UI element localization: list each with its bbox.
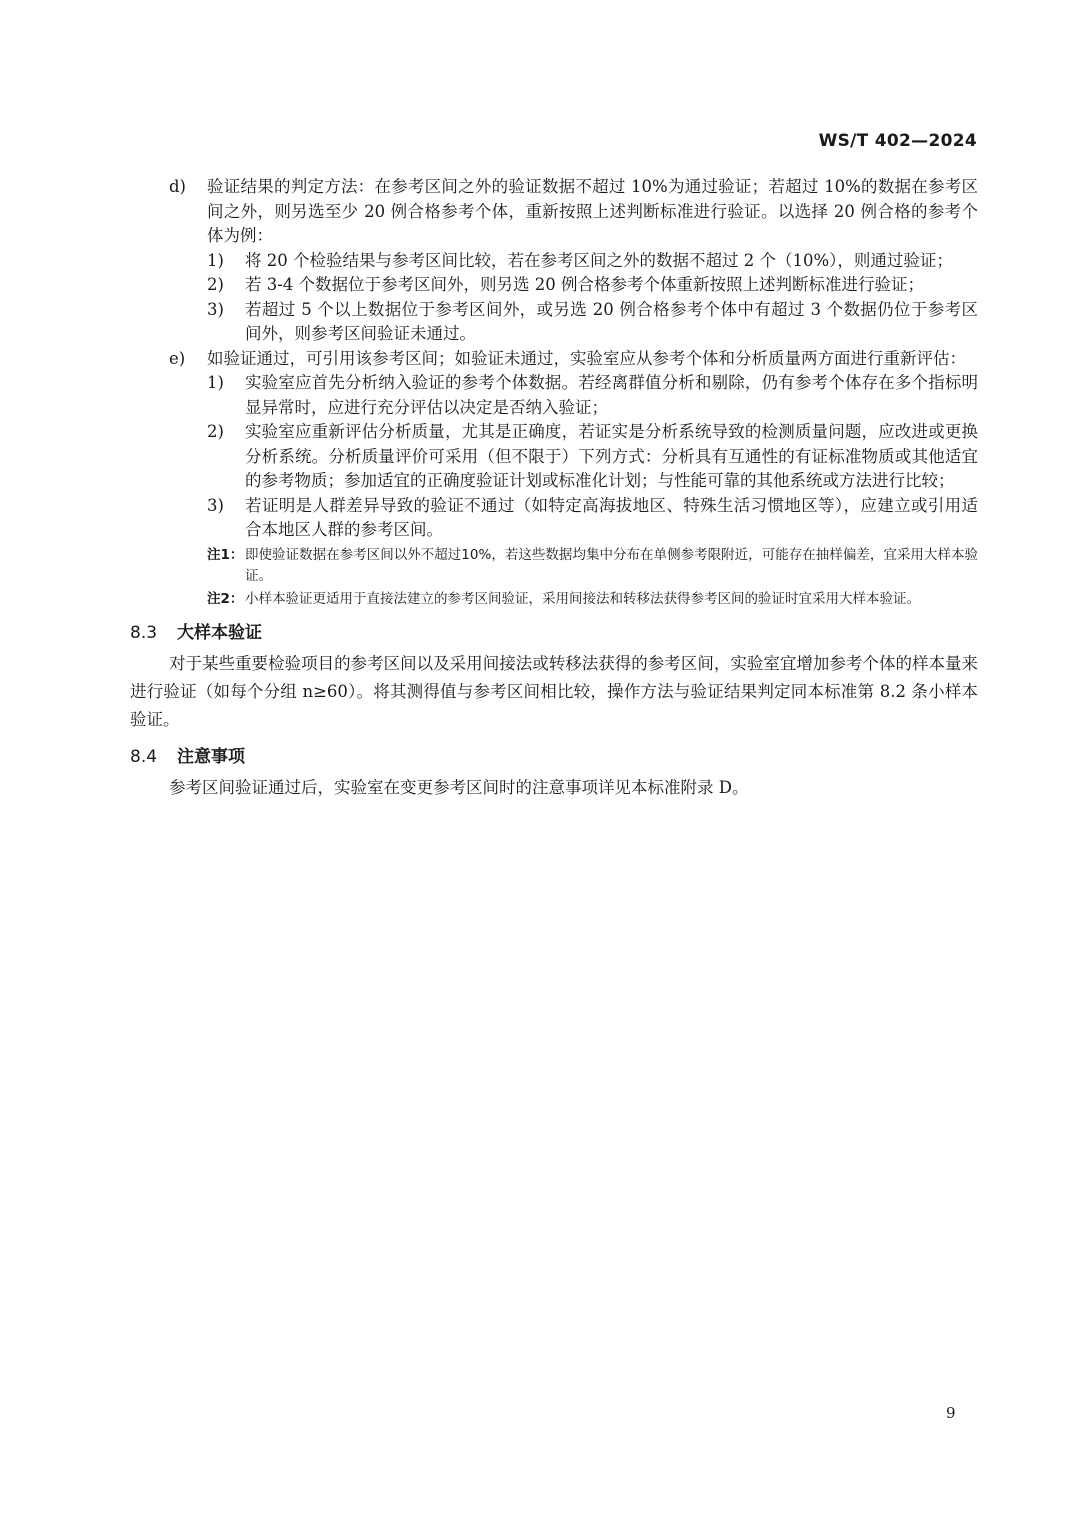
sub-item-d-3 bbox=[130, 298, 978, 347]
sub-label: 2) bbox=[207, 422, 224, 441]
note-text: 小样本验证更适用于直接法建立的参考区间验证，采用间接法和转移法获得参考区间的验证时宜采用大样本验证。 bbox=[245, 590, 920, 607]
section-title: 大样本验证 bbox=[177, 622, 262, 643]
note-1 bbox=[130, 545, 978, 587]
section-body-8-3: 对于某些重要检验项目的参考区间以及采用间接法或转移法获得的参考区间，实验室宜增加参考个体的样本量来进行验证（如每个分组 n≥60）。将其测得值与参考区间相比较，操作方法与验证结果判定同本标准第 8.2 条小样本验证。 bbox=[130, 653, 978, 729]
sub-item-e-2 bbox=[130, 420, 978, 494]
sub-label: 1) bbox=[207, 250, 224, 270]
list-item-e bbox=[130, 347, 978, 372]
sub-text: 若证明是人群差异导致的验证不通过（如特定高海拔地区、特殊生活习惯地区等），应建立或引用适合本地区人群的参考区间。 bbox=[245, 495, 978, 539]
section-heading-8-4 bbox=[130, 745, 978, 769]
sub-item-e-3 bbox=[130, 494, 978, 543]
section-heading-8-3 bbox=[130, 621, 978, 645]
sub-text: 实验室应重新评估分析质量，尤其是正确度，若证实是分析系统导致的检测质量问题，应改进或更换分析系统。分析质量评价可采用（但不限于）下列方式：分析具有互通性的有证标准物质或其他适宜的参考物质；参加适宜的正确度验证计划或标准化计划；与性能可靠的其他系统或方法进行比较； bbox=[245, 422, 978, 490]
note-label: 注2： bbox=[207, 590, 244, 607]
list-label: e) bbox=[169, 348, 186, 368]
sub-item-d-2 bbox=[130, 273, 978, 298]
section-number: 8.3 bbox=[130, 622, 158, 643]
sub-item-d-1 bbox=[130, 249, 978, 274]
section-title: 注意事项 bbox=[177, 746, 245, 767]
document-code-header: WS/T 402—2024 bbox=[818, 131, 977, 151]
note-2 bbox=[130, 589, 978, 610]
sub-label: 1) bbox=[207, 373, 224, 392]
sub-label: 2) bbox=[207, 275, 224, 294]
page-content bbox=[130, 175, 978, 802]
page-number: 9 bbox=[946, 1404, 956, 1422]
sub-label: 3) bbox=[207, 495, 224, 515]
list-label: d) bbox=[169, 177, 186, 196]
sub-text: 实验室应首先分析纳入验证的参考个体数据。若经离群值分析和剔除，仍有参考个体存在多个指标明显异常时，应进行充分评估以决定是否纳入验证； bbox=[245, 373, 978, 417]
sub-text: 若超过 5 个以上数据位于参考区间外，或另选 20 例合格参考个体中有超过 3 个数据仍位于参考区间外，则参考区间验证未通过。 bbox=[245, 299, 978, 343]
list-text: 验证结果的判定方法：在参考区间之外的验证数据不超过 10%为通过验证；若超过 10%的数据在参考区间之外，则另选至少 20 例合格参考个体，重新按照上述判断标准进行验证。以选择 20 例合格的参考个体为例： bbox=[207, 177, 978, 245]
sub-text: 若 3-4 个数据位于参考区间外，则另选 20 例合格参考个体重新按照上述判断标准进行验证； bbox=[245, 275, 925, 294]
sub-label: 3) bbox=[207, 299, 224, 319]
list-text: 如验证通过，可引用该参考区间；如验证未通过，实验室应从参考个体和分析质量两方面进行重新评估： bbox=[207, 348, 966, 368]
section-number: 8.4 bbox=[130, 746, 158, 767]
section-body-8-4: 参考区间验证通过后，实验室在变更参考区间时的注意事项详见本标准附录 D。 bbox=[169, 777, 749, 797]
list-item-d bbox=[130, 175, 978, 249]
sub-text: 将 20 个检验结果与参考区间比较，若在参考区间之外的数据不超过 2 个（10%），则通过验证； bbox=[245, 250, 953, 270]
note-label: 注1： bbox=[207, 546, 244, 563]
note-text: 即使验证数据在参考区间以外不超过10%，若这些数据均集中分布在单侧参考限附近，可能存在抽样偏差，宜采用大样本验证。 bbox=[245, 546, 978, 584]
sub-item-e-1 bbox=[130, 371, 978, 420]
